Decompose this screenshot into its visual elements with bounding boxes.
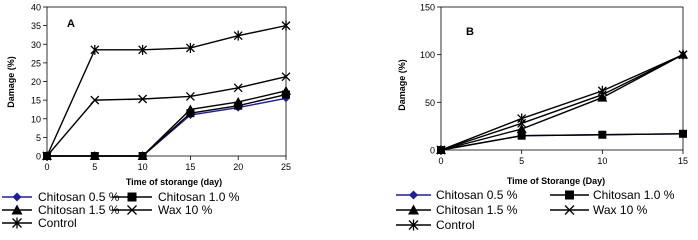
legend-label: Wax 10 % <box>593 203 648 217</box>
legend-label: Control <box>38 216 77 230</box>
x-tick-label: 10 <box>597 156 608 166</box>
x-tick-label: 20 <box>233 162 244 172</box>
y-tick-label: 150 <box>419 2 435 13</box>
x-tick-label: 0 <box>44 162 50 172</box>
legend-item <box>396 218 475 232</box>
legend <box>2 190 240 230</box>
y-tick-label: 10 <box>30 114 41 125</box>
legend-item <box>112 203 213 217</box>
y-tick-label: 20 <box>30 77 41 87</box>
y-tick-label: 35 <box>30 21 41 32</box>
x-tick-label: 0 <box>438 156 444 166</box>
legend-label: Chitosan 1.0 % <box>593 188 675 202</box>
y-tick-label: 0 <box>35 151 41 162</box>
panel-label: A <box>67 18 75 30</box>
legend <box>396 188 675 232</box>
panel-label: B <box>466 26 474 38</box>
y-tick-label: 0 <box>429 145 435 156</box>
legend-item <box>396 188 518 202</box>
y-tick-label: 50 <box>424 97 435 108</box>
x-tick-label: 5 <box>519 156 525 166</box>
y-axis-title: Damage (%) <box>397 59 407 111</box>
legend-item <box>2 190 120 204</box>
legend-label: Chitosan 0.5 % <box>436 188 518 202</box>
y-tick-label: 100 <box>419 50 435 61</box>
plot-area <box>441 7 683 150</box>
y-tick-label: 15 <box>30 95 41 106</box>
x-tick-label: 15 <box>677 156 689 166</box>
y-axis-title: Damage (%) <box>6 56 16 108</box>
x-tick-label: 5 <box>92 162 98 172</box>
x-axis-title: Time of storange (day) <box>125 177 223 187</box>
legend-item <box>396 203 518 217</box>
legend-label: Wax 10 % <box>158 203 213 217</box>
x-tick-label: 25 <box>280 162 292 172</box>
x-tick-label: 15 <box>185 162 196 172</box>
legend-marker <box>565 191 574 200</box>
chart-panel-b <box>396 3 688 233</box>
legend-item <box>2 216 77 230</box>
x-axis-title: Time of Storange (Day) <box>506 176 606 186</box>
y-tick-label: 40 <box>30 2 41 13</box>
y-tick-label: 25 <box>30 58 41 69</box>
legend-label: Chitosan 1.5 % <box>436 203 518 217</box>
data-point <box>598 131 606 139</box>
chart-panel-a <box>2 3 291 231</box>
legend-item <box>550 203 648 217</box>
y-tick-label: 30 <box>30 39 41 50</box>
legend-marker <box>128 193 137 202</box>
data-point <box>679 130 687 138</box>
legend-marker <box>409 191 418 200</box>
legend-marker <box>13 193 22 202</box>
legend-item <box>112 190 240 204</box>
y-tick-label: 5 <box>35 132 41 143</box>
legend-item <box>2 203 120 217</box>
legend-item <box>550 188 675 202</box>
legend-label: Chitosan 1.0 % <box>158 190 240 204</box>
legend-label: Chitosan 1.5 % <box>38 203 120 217</box>
legend-label: Chitosan 0.5 % <box>38 190 120 204</box>
x-tick-label: 10 <box>137 162 148 172</box>
legend-label: Control <box>436 218 475 232</box>
